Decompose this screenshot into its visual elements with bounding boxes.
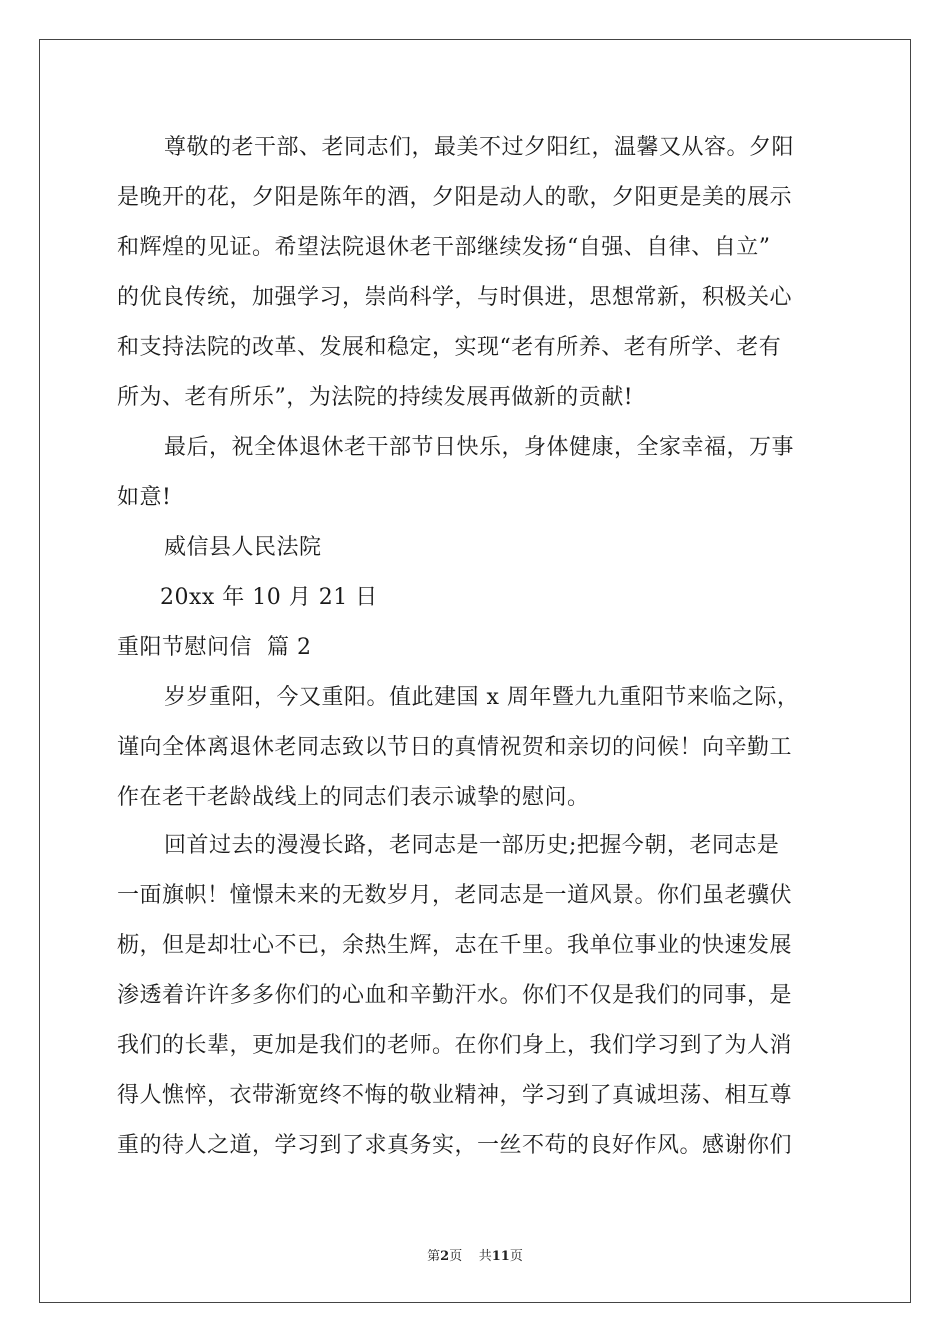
paragraph-4-line-6: 得人憔悴，衣带渐宽终不悔的敬业精神，学习到了真诚坦荡、相互尊 bbox=[117, 1083, 793, 1108]
paragraph-1-line-3: 和辉煌的见证。希望法院退休老干部继续发扬“自强、自律、自立” bbox=[117, 235, 771, 260]
signature-org: 威信县人民法院 bbox=[164, 535, 322, 560]
footer-prefix: 第 bbox=[427, 1249, 441, 1264]
footer-total-pages: 11 bbox=[491, 1249, 510, 1264]
footer-mid: 页 共 bbox=[449, 1249, 492, 1264]
paragraph-1-line-4: 的优良传统，加强学习，崇尚科学，与时俱进，思想常新，积极关心 bbox=[117, 285, 793, 310]
paragraph-1-line-1: 尊敬的老干部、老同志们，最美不过夕阳红，温馨又从容。夕阳 bbox=[164, 135, 795, 160]
paragraph-4-line-3: 枥，但是却壮心不已，余热生辉，志在千里。我单位事业的快速发展 bbox=[117, 933, 793, 958]
footer-page-number: 2 bbox=[440, 1249, 450, 1264]
paragraph-2-line-2: 如意! bbox=[117, 485, 172, 510]
signature-date: 20xx 年 10 月 21 日 bbox=[160, 585, 378, 610]
paragraph-4-line-5: 我们的长辈，更加是我们的老师。在你们身上，我们学习到了为人消 bbox=[117, 1033, 793, 1058]
paragraph-1-line-5: 和支持法院的改革、发展和稳定，实现“老有所养、老有所学、老有 bbox=[117, 335, 782, 360]
paragraph-3-line-3: 作在老干老龄战线上的同志们表示诚挚的慰问。 bbox=[117, 785, 590, 810]
paragraph-2-line-1: 最后，祝全体退休老干部节日快乐，身体健康，全家幸福，万事 bbox=[164, 435, 795, 460]
paragraph-4-line-1: 回首过去的漫漫长路，老同志是一部历史;把握今朝，老同志是 bbox=[164, 833, 780, 858]
page-footer bbox=[0, 1245, 950, 1264]
paragraph-1-line-2: 是晚开的花，夕阳是陈年的酒，夕阳是动人的歌，夕阳更是美的展示 bbox=[117, 185, 793, 210]
page-border bbox=[39, 39, 911, 1303]
paragraph-4-line-7: 重的待人之道，学习到了求真务实，一丝不苟的良好作风。感谢你们 bbox=[117, 1133, 793, 1158]
paragraph-1-line-6: 所为、老有所乐”，为法院的持续发展再做新的贡献! bbox=[117, 385, 634, 410]
paragraph-4-line-4: 渗透着许许多多你们的心血和辛勤汗水。你们不仅是我们的同事，是 bbox=[117, 983, 793, 1008]
paragraph-4-line-2: 一面旗帜！憧憬未来的无数岁月，老同志是一道风景。你们虽老骥伏 bbox=[117, 883, 793, 908]
footer-suffix: 页 bbox=[509, 1249, 523, 1264]
paragraph-3-line-2: 谨向全体离退休老同志致以节日的真情祝贺和亲切的问候！向辛勤工 bbox=[117, 735, 793, 760]
section-title: 重阳节慰问信 篇 2 bbox=[117, 635, 312, 660]
paragraph-3-line-1: 岁岁重阳，今又重阳。值此建国 x 周年暨九九重阳节来临之际， bbox=[164, 685, 800, 710]
